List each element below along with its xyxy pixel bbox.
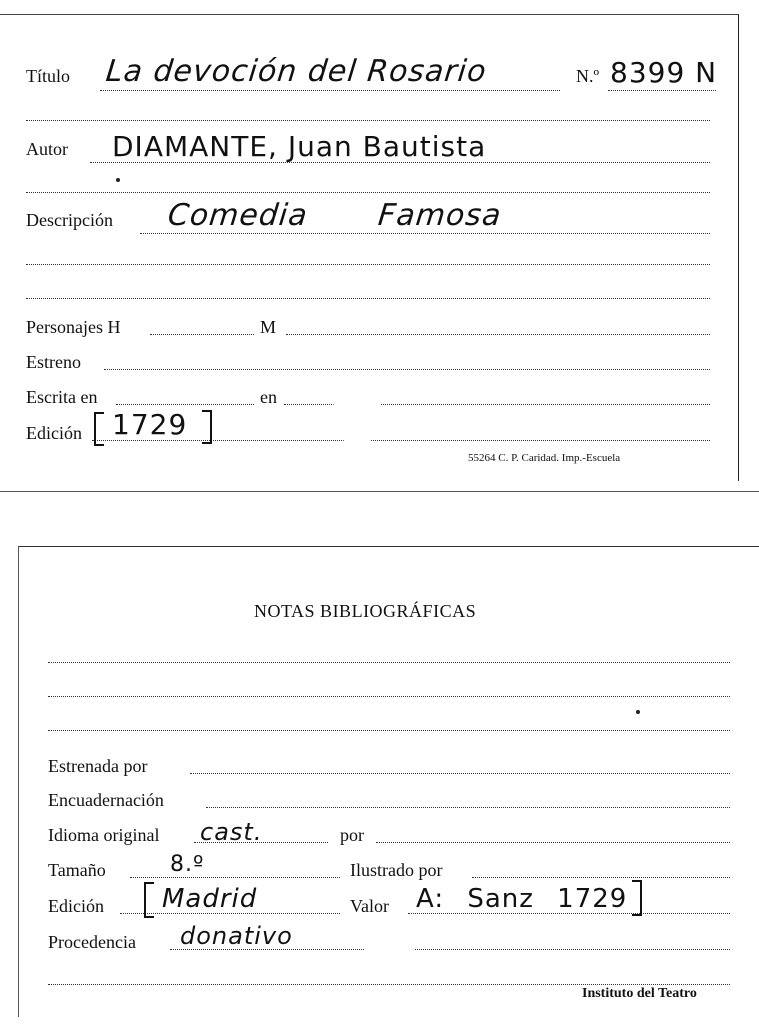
edicion-label: Edición [26, 423, 82, 443]
edicion-bracket-left [94, 412, 104, 446]
descripcion-extra-line-1 [26, 264, 710, 265]
titulo-handwritten: La devoción del Rosario [104, 54, 489, 89]
idioma-label: Idioma original [48, 825, 160, 845]
autor-extra-line [26, 192, 710, 193]
tamano-line [130, 877, 340, 878]
ink-speck [636, 710, 640, 714]
procedencia-handwritten: donativo [180, 922, 293, 950]
punch-hole [364, 918, 414, 978]
punch-hole [332, 385, 382, 445]
procedencia-label: Procedencia [48, 932, 136, 952]
encuadernacion-label: Encuadernación [48, 790, 164, 810]
tamano-handwritten: 8.º [170, 852, 205, 877]
procedencia-extra-line [48, 984, 730, 985]
edicion-handwritten: 1729 [112, 408, 188, 441]
institution-footer: Instituto del Teatro [582, 986, 697, 1001]
printer-imprint: 55264 C. P. Caridad. Imp.-Escuela [468, 452, 621, 464]
ink-speck [116, 178, 120, 182]
edicion-bracket-right [202, 410, 212, 444]
personajes-label: Personajes H [26, 317, 121, 337]
ilustrado-line [472, 877, 730, 878]
descripcion-handwritten: Comedia Famosa [166, 198, 504, 233]
edicion2-handwritten: Madrid [162, 884, 258, 914]
ilustrado-label: Ilustrado por [350, 860, 443, 880]
autor-handwritten: DIAMANTE, Juan Bautista [112, 130, 487, 163]
notas-line-2 [48, 696, 730, 697]
titulo-extra-line [26, 120, 710, 121]
descripcion-line [140, 233, 710, 234]
valor-handwritten: A: Sanz 1729 [416, 884, 628, 914]
edicion2-bracket-left [144, 882, 154, 918]
idioma-por-label: por [340, 825, 364, 845]
notas-line-3 [48, 730, 730, 731]
estreno-label: Estreno [26, 352, 81, 372]
estrenada-label: Estrenada por [48, 756, 148, 776]
titulo-line [100, 90, 560, 91]
edicion2-label: Edición [48, 896, 104, 916]
escrita-label: Escrita en [26, 387, 98, 407]
idioma-por-line [376, 842, 730, 843]
numero-label: N.º [576, 66, 600, 86]
descripcion-label: Descripción [26, 210, 113, 230]
numero-handwritten: 8399 N [610, 56, 718, 89]
numero-line [608, 90, 716, 91]
card-front-bottom-edge [0, 491, 759, 492]
valor-label: Valor [350, 896, 389, 916]
notas-heading: NOTAS BIBLIOGRÁFICAS [254, 601, 477, 621]
idioma-handwritten: cast. [200, 818, 263, 846]
descripcion-extra-line-2 [26, 298, 710, 299]
encuadernacion-line [206, 807, 730, 808]
escrita-line [116, 404, 254, 405]
estreno-line [104, 369, 710, 370]
autor-label: Autor [26, 139, 68, 159]
escrita-en-label: en [260, 387, 277, 407]
personajes-m-line [286, 334, 710, 335]
personajes-h-line [150, 334, 254, 335]
titulo-label: Título [26, 66, 70, 86]
notas-line-1 [48, 662, 730, 663]
estrenada-line [190, 773, 730, 774]
tamano-label: Tamaño [48, 860, 106, 880]
personajes-m-label: M [260, 317, 277, 337]
valor-bracket-right [632, 880, 642, 916]
